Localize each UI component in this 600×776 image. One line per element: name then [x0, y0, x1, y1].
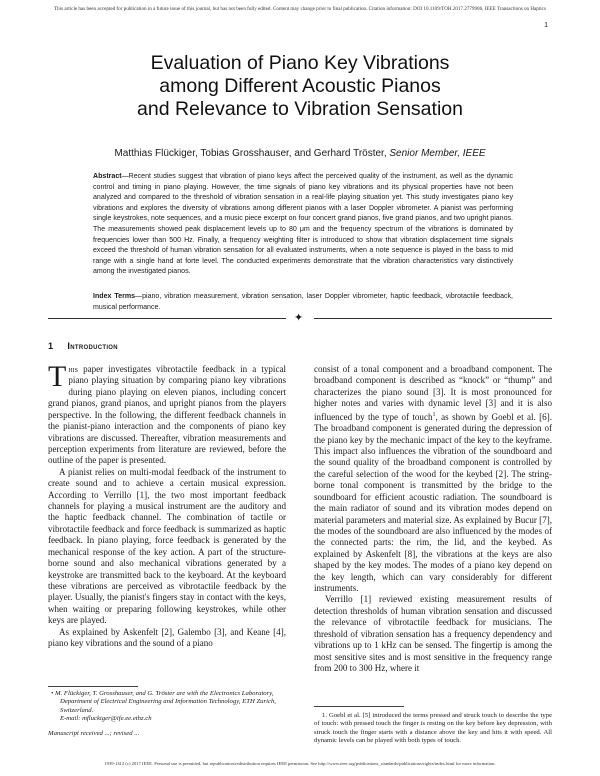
bullet-icon: • [51, 690, 54, 697]
affiliation-email: E-mail: mfluckiger@ife.ee.ethz.ch [60, 715, 152, 723]
section-heading [48, 341, 118, 351]
right-paragraph-2: Verrillo [1] reviewed existing measurement results of detection thresholds of human vibration sensation and discussed the relevance of vibrotactile feedback for musicians. The threshold of vibration sensation has a frequency dependency and vibrations up to 1 kHz can be sensed. The fingertip is among the most sensitive sites and is most sensitive in the frequency range from 200 to 300 Hz, where it [314, 594, 552, 673]
footnote-rule-left [48, 686, 138, 687]
author-names: Matthias Flückiger, Tobias Grosshauser, and Gerhard Tröster, [114, 148, 387, 159]
journal-notice: This article has been accepted for publication in a future issue of this journal, but has not been fully edited. Content may change prior to final publication. Citation information: DOI 10.1109/TOH.2017.2779906, IEEE Transactions on Haptics [54, 6, 546, 12]
affiliation-item [48, 690, 288, 724]
footnote-mark: 1 [432, 411, 436, 418]
left-column [48, 360, 286, 650]
index-terms-text: —piano, vibration measurement, vibration sensation, laser Doppler vibrometer, haptic feedback, vibrotactile feedback, musical performance. [93, 293, 513, 311]
title-line-3: and Relevance to Vibration Sensation [137, 98, 463, 120]
intro-text-1: paper investigates vibrotactile feedback in a typical piano playing situation by comparing piano key vibrations during piano playing on eleven pianos, including concert grand pianos, grand pianos, and upright pianos from the players perspective. In the following, the different feedback channels in the pianist-piano interaction and the components of piano key vibrations are discussed. Thereafter, vibration measurements and perception experiments from literature are reviewed, before the outline of the paper is presented. [48, 364, 286, 466]
intro-paragraph-1 [48, 360, 286, 467]
right-text-1b: , as shown by Goebl et al. [6]. The broadband component is generated during the depression of the piano key by the mechanic impact of the key to the keyframe. This impact also influences the vibration of the soundboard and the sound quality of the broadband component is controlled by the careful selection of the wood for the keybed [2]. The string-borne tonal component is transmitted by the bridge to the soundboard for efficient acoustic radiation. The soundboard is the main radiator of sound and its vibration modes depend on material parameters and material size. As explained by Bucur [7], the modes of the soundboard are also influenced by the modes of the connected parts: the rim, the lid, and the keybed. As explained by Askenfelt [8], the vibrations at the keys are also shaped by the key modes. The modes of a piano key depend on the key length, which can vary considerably for different instruments. [314, 411, 552, 594]
intro-smallcaps: his [68, 364, 78, 374]
drop-cap: T [48, 360, 67, 393]
abstract [93, 172, 513, 278]
affiliation-text: M. Flückiger, T. Grosshauser, and G. Tröster are with the Electronics Laboratory, Department of Electrical Engineering and Information Technology, ETH Zurich, Switzerland. [55, 690, 276, 714]
separator-rule-right [314, 318, 552, 319]
index-terms-label: Index Terms [93, 293, 136, 300]
author-membership: Senior Member, IEEE [389, 148, 486, 159]
author-list [60, 148, 540, 159]
right-text-1a: consist of a tonal component and a broadband component. The broadband component is described as “knock” or “thump” and characterizes the piano sound [3]. It is most pronounced for higher notes and varies with dynamic level [3] and it is also influenced by the type of touch [314, 364, 552, 422]
copyright-footer: 1939-1412 (c) 2017 IEEE. Personal use is permitted, but republication/redistribution requires IEEE permission. See http://www.ieee.org/publications_standards/publications/rights/index.html for more information. [104, 761, 496, 766]
title-line-2: among Different Acoustic Pianos [159, 75, 441, 97]
paper-title [60, 52, 540, 121]
separator-rule-left [48, 318, 286, 319]
title-line-1: Evaluation of Piano Key Vibrations [150, 52, 450, 74]
section-number: 1 [48, 341, 54, 351]
separator-diamond-icon: ✦ [294, 311, 304, 324]
abstract-text: —Recent studies suggest that vibration of piano keys affect the perceived quality of the instrument, as well as the dynamic control and timing in piano playing. However, the time signals of piano key vibrations and its physical properties have not been analyzed and compared to the threshold of vibration sensation in a real-life playing situation yet. This study investigates piano key vibrations and explores the diversity of vibrations among different pianos with a laser Doppler vibrometer. A pianist was performing single keystrokes, note sequences, and a music piece excerpt on four concert grand pianos, five grand pianos, and two upright pianos. The measurements showed peak displacement levels up to 80 μm and the frequency spectrum of the vibrations is dominated by frequencies lower than 500 Hz. Finally, a frequency weighting filter is introduced to show that vibration displacement time signals exceed the threshold of human vibration sensation for all evaluated instruments, when a note sequence is played in the bass to mid range with a single hand at forte level. The conducted experiments demonstrate that the vibration characteristics vary distinctively among the investigated pianos. [93, 173, 513, 276]
affiliation-footnote [48, 690, 288, 738]
manuscript-dates: Manuscript received ...; revised ... [48, 729, 140, 737]
touch-footnote: 1. Goebl et al. [5] introduced the terms pressed and struck touch to describe the type of touch: with pressed touch the finger is resting on the key before key depression, with struck touch the finger starts with a distance above the key and hits it with speed. All dynamic levels can be played with both types of touch. [314, 712, 552, 745]
right-paragraph-1 [314, 364, 552, 594]
section-title: Introduction [67, 341, 118, 351]
abstract-label: Abstract [93, 173, 122, 180]
footnote-rule-right [314, 706, 404, 707]
index-terms [93, 292, 513, 313]
right-column [314, 364, 552, 674]
intro-paragraph-2: A pianist relies on multi-modal feedback of the instrument to create sound and to achieve a certain musical expression. According to Verrillo [1], the two most important feedback channels for playing a musical instrument are the auditory and the haptic feedback channel. The combination of tactile or vibrotactile feedback and force feedback is summarized as haptic feedback. In piano playing, force feedback is generated by the mechanical response of the key action. A part of the structure-borne sound and also mechanical vibrations generated by a keystroke are transmitted back to the keyboard. At the keyboard these vibrations are perceived as vibrotactile feedback by the player. Usually, the pianist's fingers stay in contact with the keys, when waiting or preparing following keystrokes, while other keys are played. [48, 466, 286, 626]
intro-paragraph-3: As explained by Askenfelt [2], Galembo [3], and Keane [4], piano key vibrations and the sound of a piano [48, 626, 286, 649]
page-number: 1 [544, 22, 548, 29]
